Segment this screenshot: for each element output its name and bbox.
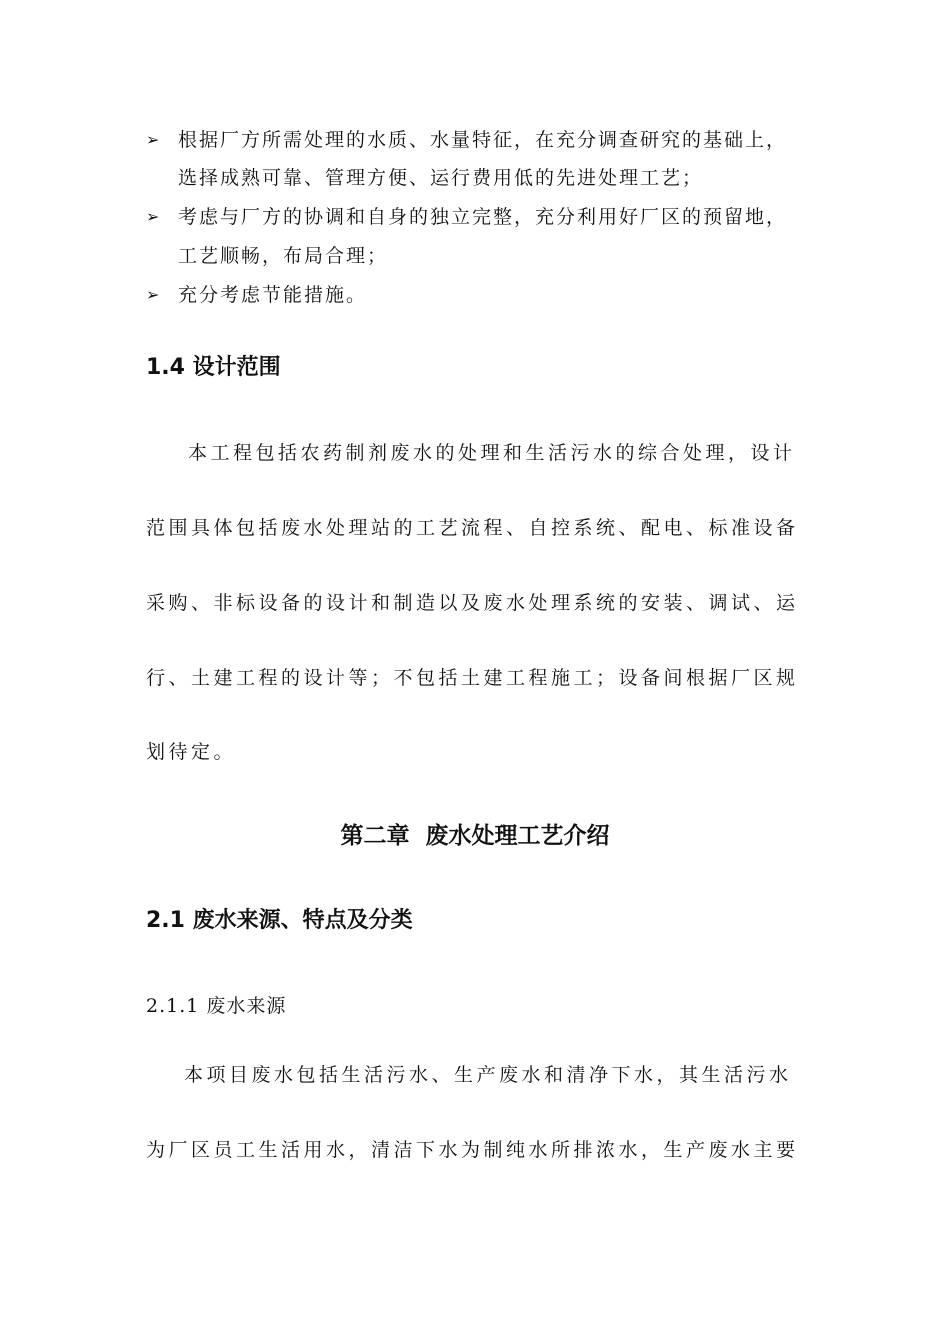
paragraph-line: 本工程包括农药制剂废水的处理和生活污水的综合处理，设计 (188, 442, 796, 464)
section-heading-2-1: 2.1 废水来源、特点及分类 (146, 908, 413, 933)
chapter-title: 第二章 废水处理工艺介绍 (340, 823, 610, 849)
arrow-bullet-icon: ➢ (146, 130, 162, 149)
arrow-bullet-icon: ➢ (146, 207, 162, 226)
subsection-heading-2-1-1: 2.1.1 废水来源 (146, 995, 287, 1017)
bullet-2-line-2: 工艺顺畅，布局合理； (178, 245, 389, 267)
paragraph-line: 划待定。 (146, 741, 237, 763)
section-heading-1-4: 1.4 设计范围 (146, 355, 281, 380)
bullet-1-line-2: 选择成熟可靠、管理方便、运行费用低的先进处理工艺； (178, 167, 704, 189)
paragraph-line: 采购、非标设备的设计和制造以及废水处理系统的安装、调试、运 (146, 592, 799, 614)
bullet-1-line-1: 根据厂方所需处理的水质、水量特征，在充分调查研究的基础上， (178, 129, 788, 151)
arrow-bullet-icon: ➢ (146, 285, 162, 304)
paragraph-line: 本项目废水包括生活污水、生产废水和清净下水，其生活污水 (184, 1064, 792, 1086)
bullet-2-line-1: 考虑与厂方的协调和自身的独立完整，充分利用好厂区的预留地， (178, 206, 788, 228)
paragraph-line: 为厂区员工生活用水，清洁下水为制纯水所排浓水，生产废水主要 (146, 1139, 799, 1161)
paragraph-line: 行、土建工程的设计等；不包括土建工程施工；设备间根据厂区规 (146, 667, 799, 689)
bullet-3-line-1: 充分考虑节能措施。 (178, 284, 368, 306)
paragraph-line: 范围具体包括废水处理站的工艺流程、自控系统、配电、标准设备 (146, 517, 799, 539)
